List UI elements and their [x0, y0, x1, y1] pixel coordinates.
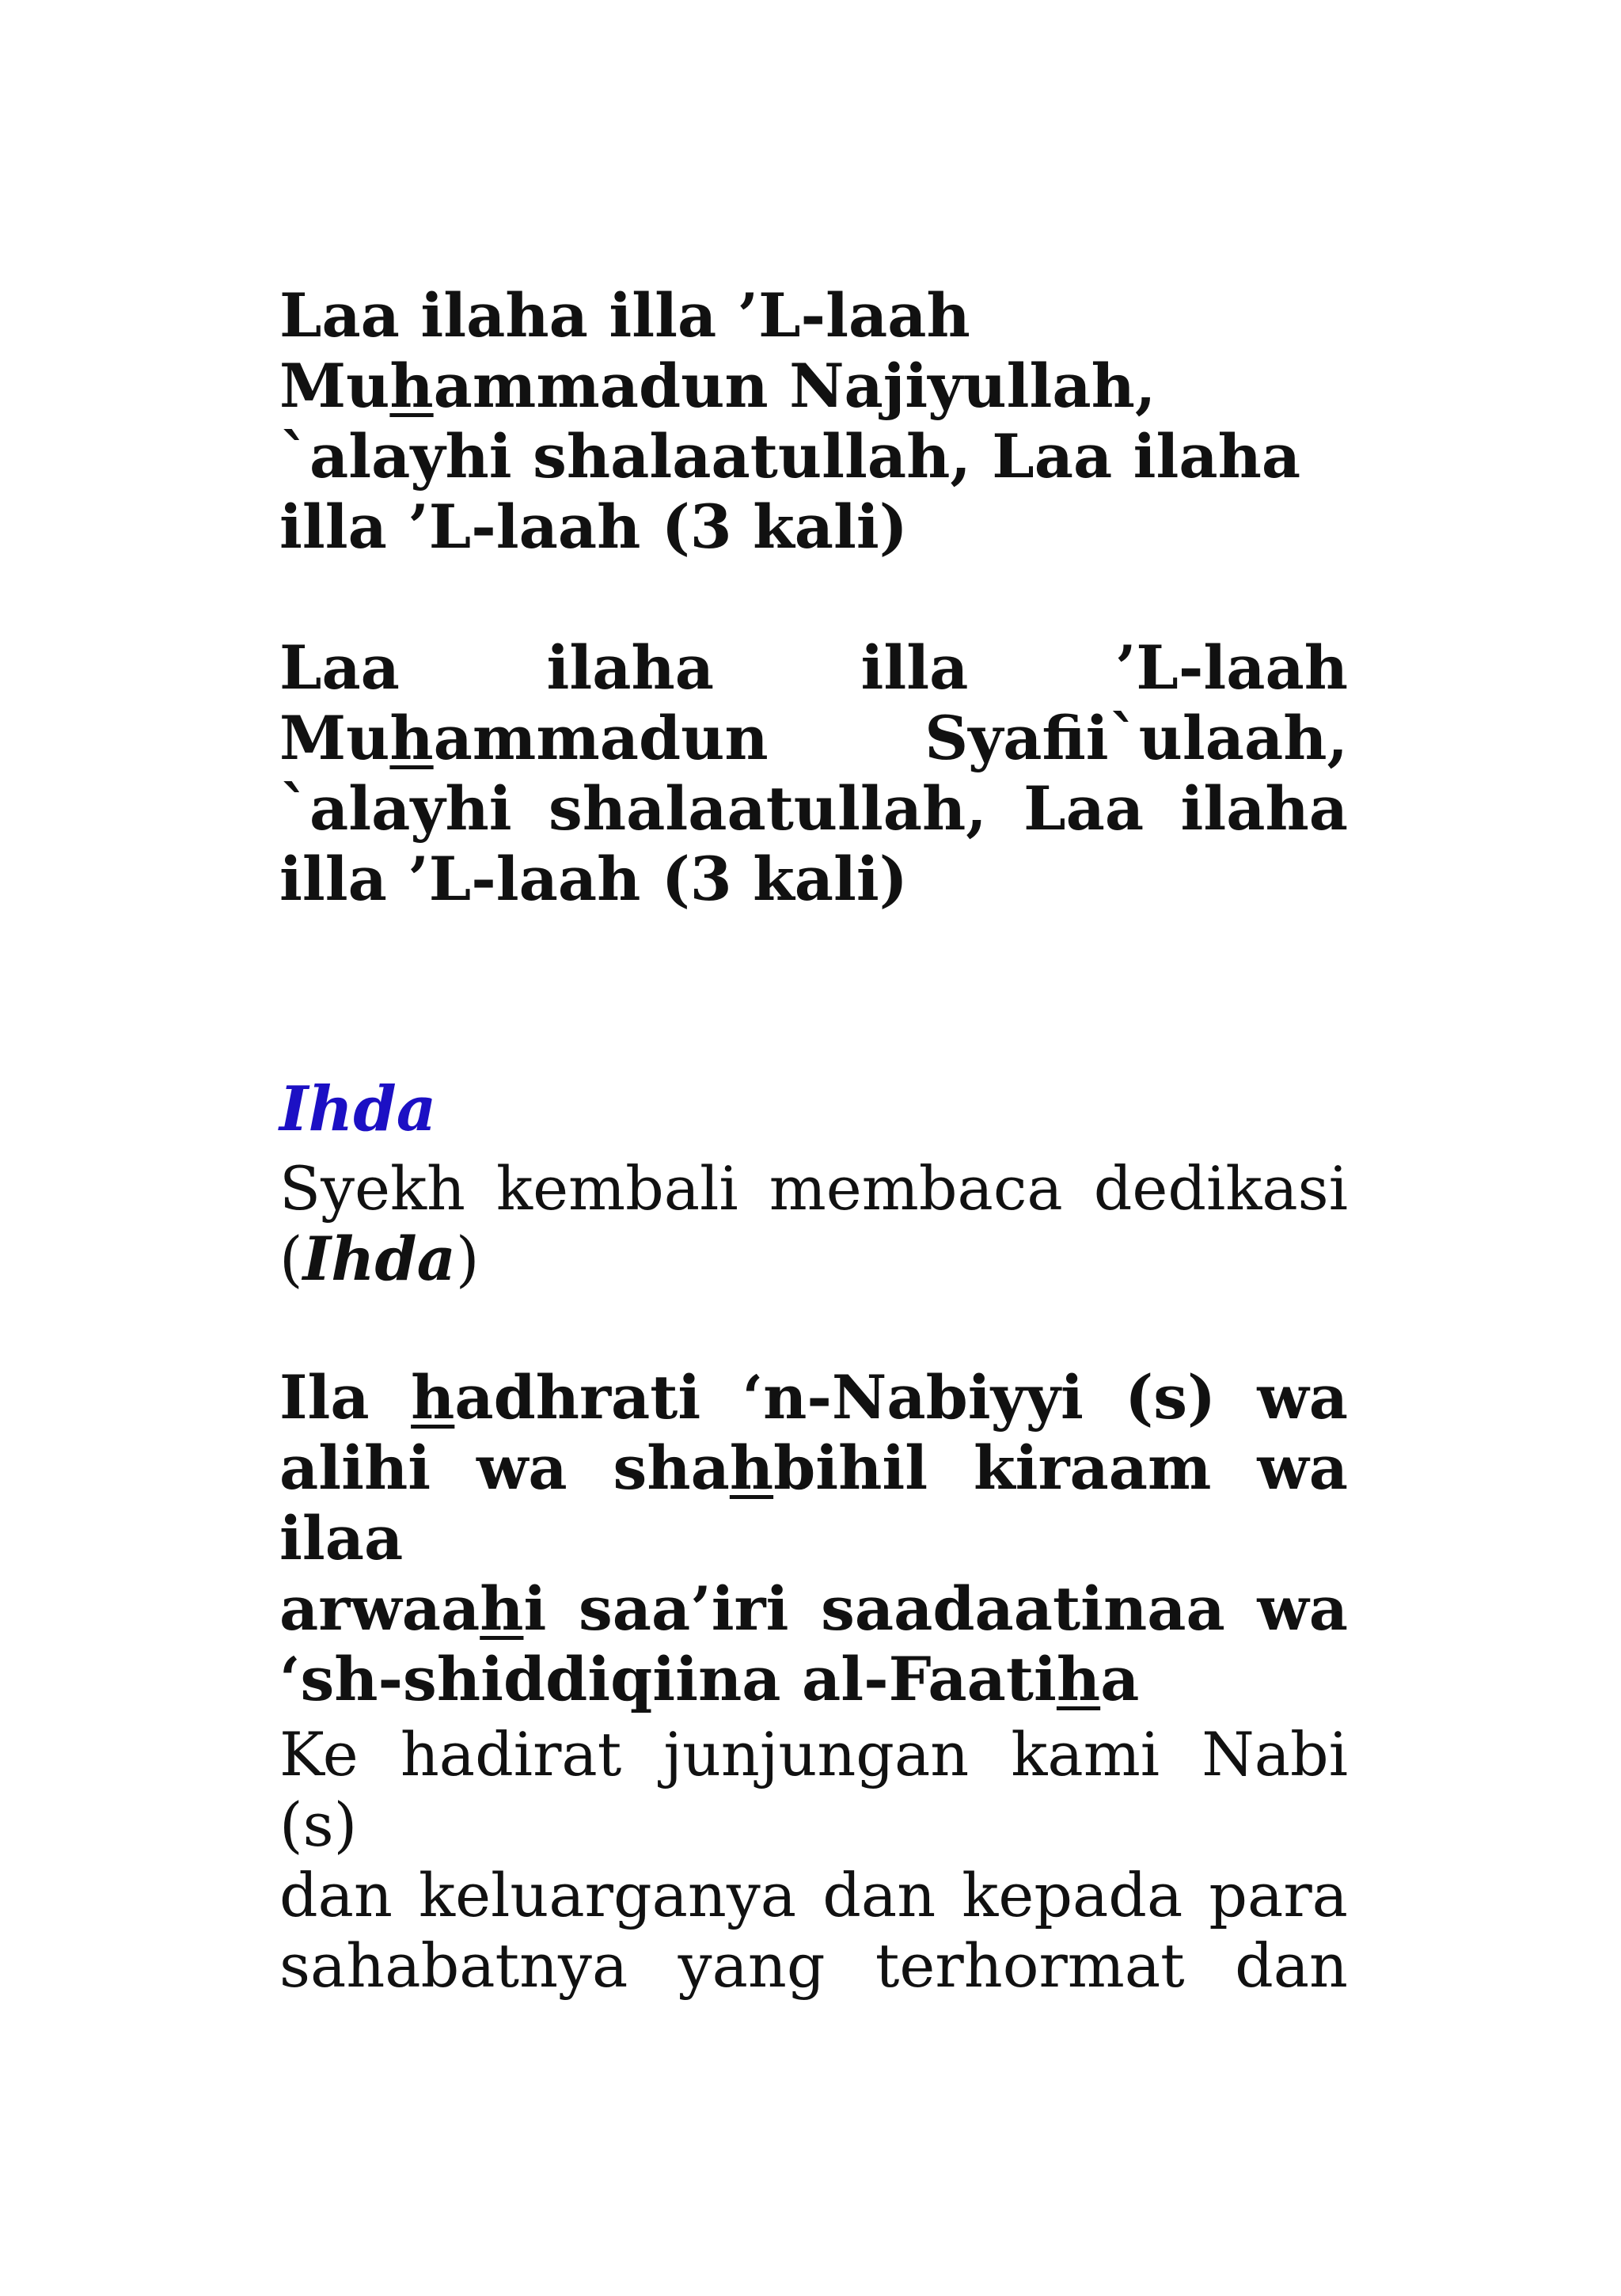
- text-line: alihi wa shahbihil kiraam wa ilaa: [279, 1433, 1348, 1573]
- tahlil-block-syafiiulaah: [279, 632, 1348, 914]
- text-line: Muhammadun Najiyullah,: [279, 351, 1156, 421]
- text-line: ‘sh-shiddiqiina al-Faatiha: [279, 1644, 1140, 1714]
- text-line: Ke hadirat junjungan kami Nabi (s): [279, 1719, 1348, 1860]
- text-line: dan keluarganya dan kepada para: [279, 1860, 1348, 1930]
- section-title: Ihda: [279, 1073, 437, 1145]
- text-line: `alayhi shalaatullah, Laa ilaha: [279, 421, 1301, 491]
- text-line: Laa ilaha illa ’L-laah: [279, 632, 1348, 703]
- text-line: Laa ilaha illa ’L-laah: [279, 280, 970, 351]
- section-heading-ihda: [279, 1074, 1348, 1144]
- ihda-arabic-block: [279, 1362, 1348, 1714]
- text-line: illa ’L-laah (3 kali): [279, 491, 908, 562]
- text-line: sahabatnya yang terhormat dan: [279, 1930, 1348, 2001]
- text-line: Ila hadhrati ‘n-Nabiyyi (s) wa: [279, 1362, 1349, 1433]
- translation-paragraph: [279, 1719, 1348, 2001]
- text-line: `alayhi shalaatullah, Laa ilaha: [279, 773, 1348, 844]
- tahlil-block-najiyullah: [279, 280, 1348, 562]
- text-line: illa ’L-laah (3 kali): [279, 844, 908, 914]
- intro-paragraph: [279, 1153, 1348, 1294]
- text-line: (Ihda): [279, 1224, 480, 1294]
- text-line: arwaahi saa’iri saadaatinaa wa: [279, 1573, 1348, 1644]
- text-line: Syekh kembali membaca dedikasi: [279, 1153, 1348, 1224]
- text-line: Muhammadun Syafii`ulaah,: [279, 703, 1348, 773]
